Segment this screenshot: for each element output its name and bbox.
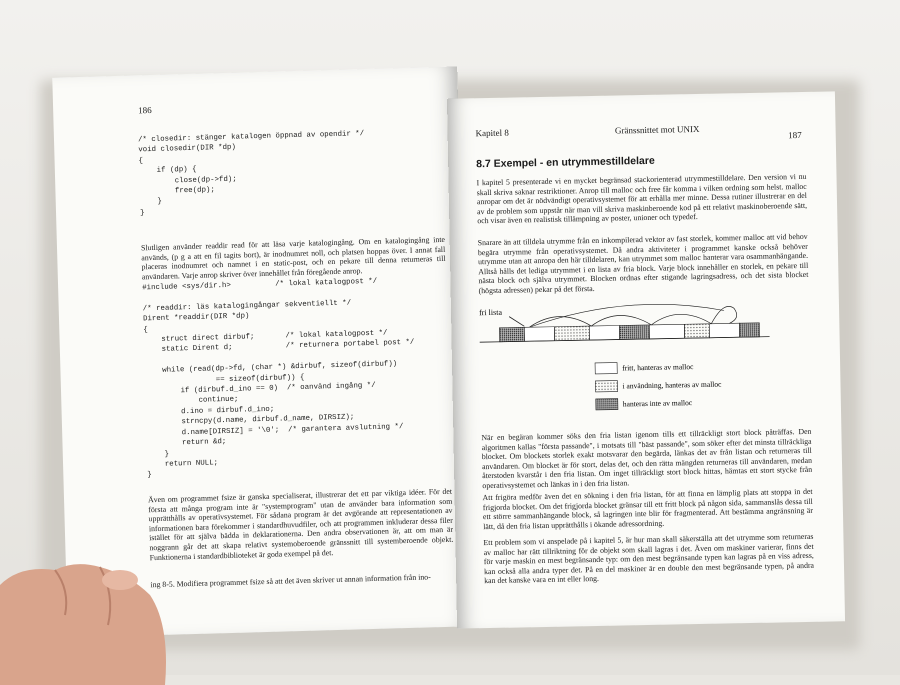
right-page [447,91,845,628]
hand-holding-book [0,555,200,685]
paragraph-readdir: Slutligen använder readdir read för att läsa varje katalogingång. Om en katalogingång inte används, (p g a att en fil tagits bort), är inodnumret noll, och platsen hoppas över. I annat fall placeras inodnumret och namnet i en static-post, och en pekare till denna returneras till användaren. Varje anrop skriver över innehållet från föregående anrop. [140,234,446,282]
free-list-label: fri lista [478,307,503,318]
code-block-closedir: /* closedir: stänger katalogen öppnad av opendir */ void closedir(DIR *dp) { if (dp) { close(dp->fd); free(dp); } } [137,130,365,218]
right-page-number: 187 [788,129,802,141]
paragraph-first-fit: När en begäran kommer söks den fria listan igenom tills ett tillräckligt stort block påträffas. Den algoritmen kallas "första passande", i motsats till "bäst passande", som söker efter det minsta tillräckliga blocket. Om blockets storlek exakt motsvarar den begärda, länkas det av från listan och returneras till användaren. Om blocket är för stort, delas det, och den rätta mängden returneras till användaren, medan återstoden kvarstår i den fria listan. Om inget tillräckligt stort block hittas, hämtas ett stort stycke från operativsystemet och länkas in i den fria listan. [481,426,813,491]
paragraph-alignment: Ett problem som vi anspelade på i kapitel 5, är hur man skall säkerställa att det utrymme som returneras av malloc har rätt tillriktning för de objekt som skall lagras i det. Även om maskiner varierar, finns det för varje maskin en mest begränsande typ: om den mest begränsande typen kan lagras på en viss adress, kan också alla andra typer det. På en del maskiner är en double den mest begränsande typen, på andra kan det kanske vara en int eller long. [483,531,815,586]
free-list-figure [479,297,811,428]
chapter-label: Kapitel 8 [475,127,509,139]
legend-label-in-use: i användning, hanteras av malloc [622,379,722,391]
legend-label-unmanaged: hanteras inte av malloc [622,398,693,409]
legend-label-free: fritt, hanteras av malloc [622,362,694,373]
running-title: Gränssnittet mot UNIX [614,123,700,136]
left-page [52,66,472,637]
paragraph-intro: I kapitel 5 presenterade vi en mycket begränsad stackorienterad utrymmestilldelare. Den version vi nu skall skriva saknar restriktioner. Anrop till malloc och free får komma i vilken ordning som helst. malloc anropar om det är nödvändigt operativsystemet för att erhålla mer minne. Dessa rutiner illustrerar en del av de problem som uppstår när man vill skriva maskinberoende kod på ett relativt maskinoberoende sätt, och visar även en realistisk tillämpning av poster, unioner och typedef. [476,171,808,226]
legend-swatch-unmanaged [596,399,618,410]
legend-swatch-free [595,363,617,374]
legend-swatch-in-use [595,381,617,392]
exercise-8-5: ing 8-5. Modifiera programmet fsize så att det även skriver ut annan information från ino- [150,572,431,590]
left-page-number: 186 [138,105,152,116]
paragraph-freeing: Att frigöra medför även det en sökning i den fria listan, för att finna en lämplig plats att stoppa in det frigjorda blocket. Om det frigjorda blocket gränsar till ett fritt block på någon sida, sammanslås dessa till ett större sammanhängande block, så lagringen inte blir för fragmenterad. Att bestämma angränsning är lätt, då den fria listan upprätthålls i ökande adressordning. [482,486,814,531]
running-header [475,122,806,141]
section-title: 8.7 Exempel - en utrymmestilldelare [476,154,655,171]
paragraph-free-list: Snarare än att tilldela utrymme från en inkompilerad vektor av fast storlek, kommer malloc att vid behov begära utrymme från operativsystemet. Då andra aktiviteter i programmet kanske också behöver utrymme utan att anropa den här tilldelaren, kan utrymmet som malloc hanterar vara osammanhängande. Alltså hålls det lediga utrymmet i en lista av fria block. Varje block innehåller en storlek, en pekare till nästa block och själva utrymmet. Blocken ordnas efter stigande lagringsadress, och det sista blocket (högsta adressen) pekar på det första. [477,231,809,296]
free-list-diagram [479,297,811,428]
paragraph-fsize: Även om programmet fsize är ganska specialiserat, illustrerar det ett par viktiga idéer. För det första att många program inte är "systemprogram" utan de använder bara information som upprätthålls av operativsystemet. För sådana program är det avgörande att representationen av informationen bara förekommer i standardhuvudfiler, och att programmen inkluderar dessa filer istället för att själva bädda in deklarationerna. Den andra observationen är, att om man är noggrann går det att skapa relativt systemoberoende gränssnitt till systemberoende objekt. Funktionerna i standardbiblioteket är goda exempel på det. [147,486,454,562]
code-block-readdir: #include <sys/dir.h> /* lokal katalogpost */ /* readdir: läs katalogingångar sekventiellt */ Dirent *readdir(DIR *dp) { struct direct dirbuf; /* lokal katalogpost */ static Dirent d; /* returnera portabel post */ while (read(dp->fd, (char *) &dirbuf, sizeof(dirbuf)) == sizeof(dirbuf)) { if (dirbuf.d_ino == 0) /* oanvänd ingång */ continue; d.ino = dirbuf.d_ino; strncpy(d.name, dirbuf.d_name, DIRSIZ); d.name[DIRSIZ] = '\0'; /* garantera avslutning */ return &d; } return NULL; } [142,277,415,480]
